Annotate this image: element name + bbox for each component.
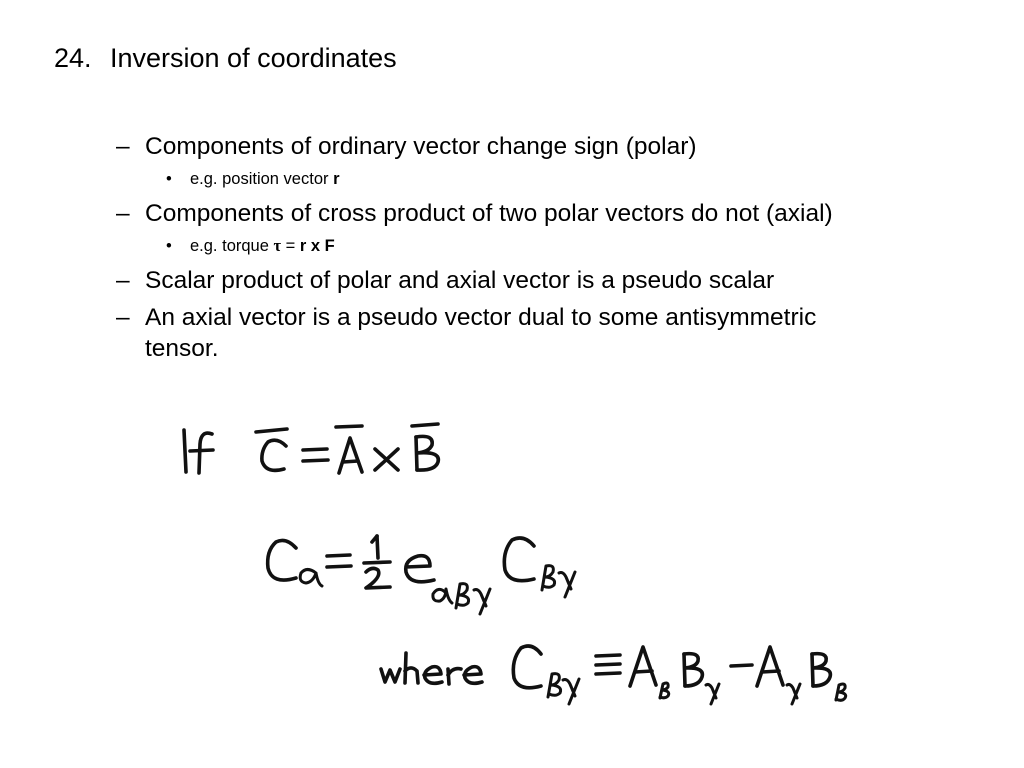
dash-marker: – bbox=[116, 200, 130, 227]
slide: 24. Inversion of coordinates – Components of ordinary vector change sign (polar) • e.g. position vector r – Components of cross product of two polar vectors do not (axial) • e.g. torque τ = r x F – Scalar product of polar and axial vector is a pseudo scalar – An axial vector is a pseudo vector dual to some antisymmetric tensor. bbox=[0, 0, 1024, 768]
dash-marker: – bbox=[116, 267, 130, 294]
title-text: Inversion of coordinates bbox=[110, 43, 397, 73]
handwritten-line-component bbox=[268, 536, 575, 614]
dash-marker: – bbox=[116, 133, 130, 160]
dash-marker: – bbox=[116, 304, 130, 331]
title-number: 24. bbox=[54, 43, 92, 73]
handwritten-line-definition bbox=[381, 646, 846, 704]
bullet-marker: • bbox=[166, 170, 172, 188]
bullet-marker: • bbox=[166, 237, 172, 255]
handwritten-line-cross-product bbox=[184, 424, 438, 473]
